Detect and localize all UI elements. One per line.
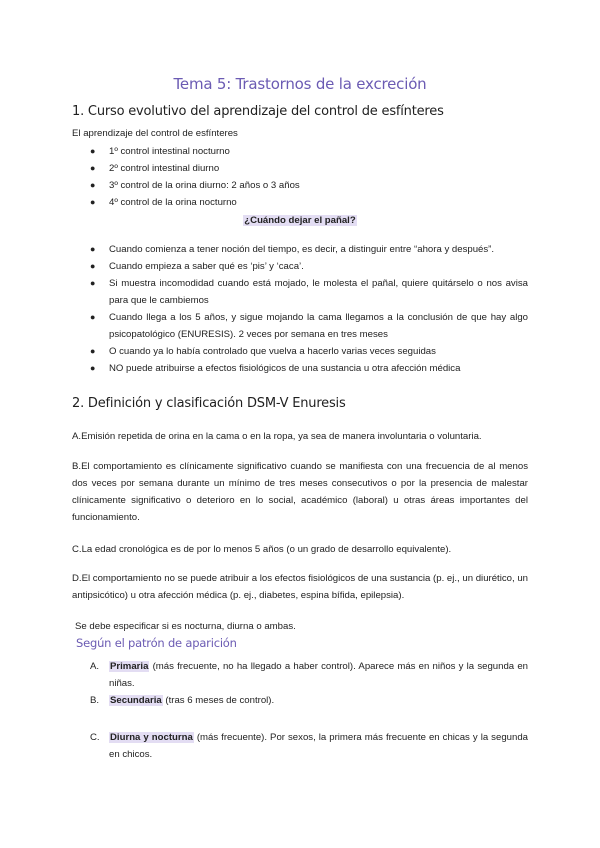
bullet-icon: ● bbox=[90, 278, 96, 288]
type-term: Primaria bbox=[110, 661, 149, 672]
pattern-subheading: Según el patrón de aparición bbox=[76, 636, 237, 650]
list-item bbox=[90, 692, 528, 709]
control-order-list bbox=[90, 143, 528, 211]
bullet-icon: ● bbox=[90, 261, 96, 271]
question-heading bbox=[0, 213, 600, 229]
section-1-heading: 1. Curso evolutivo del aprendizaje del control de esfínteres bbox=[72, 104, 444, 119]
list-item: ● 1º control intestinal nocturno bbox=[90, 143, 528, 160]
bullet-icon: ● bbox=[90, 363, 96, 373]
list-item: ● Si muestra incomodidad cuando está mojado, le molesta el pañal, quiere quitárselo o nos avisa para que le cambiemos bbox=[90, 275, 528, 309]
list-item: ● O cuando ya lo había controlado que vuelva a hacerlo varias veces seguidas bbox=[90, 343, 528, 360]
list-item: ● 2º control intestinal diurno bbox=[90, 160, 528, 177]
list-item: ● NO puede atribuirse a efectos fisiológicos de una sustancia u otra afección médica bbox=[90, 360, 528, 377]
question-highlight: ¿Cuándo dejar el pañal? bbox=[244, 215, 356, 226]
list-item: ● Cuando comienza a tener noción del tiempo, es decir, a distinguir entre “ahora y después”. bbox=[90, 241, 528, 258]
criterion-c: C.La edad cronológica es de por lo menos 5 años (o un grado de desarrollo equivalente). bbox=[72, 544, 452, 555]
type-term: Secundaria bbox=[110, 695, 162, 706]
bullet-icon: ● bbox=[90, 312, 96, 322]
list-item: ● Cuando empieza a saber qué es ‘pis’ y ‘caca’. bbox=[90, 258, 528, 275]
bullet-icon: ● bbox=[90, 163, 96, 173]
type-desc: (más frecuente). Por sexos, la primera más frecuente en chicas y la segunda en chicos. bbox=[109, 732, 528, 760]
list-item bbox=[90, 729, 528, 763]
section-1-intro: El aprendizaje del control de esfínteres bbox=[72, 128, 238, 139]
bullet-icon: ● bbox=[90, 346, 96, 356]
list-marker: A. bbox=[90, 661, 100, 672]
list-item: ● 3º control de la orina diurno: 2 años o 3 años bbox=[90, 177, 528, 194]
criterion-a: A.Emisión repetida de orina en la cama o en la ropa, ya sea de manera involuntaria o voluntaria. bbox=[72, 431, 482, 442]
list-marker: C. bbox=[90, 732, 100, 743]
bullet-icon: ● bbox=[90, 146, 96, 156]
bullet-icon: ● bbox=[90, 244, 96, 254]
type-desc: (más frecuente, no ha llegado a haber control). Aparece más en niños y la segunda en niñas. bbox=[109, 661, 528, 689]
bullet-icon: ● bbox=[90, 197, 96, 207]
page-title: Tema 5: Trastornos de la excreción bbox=[173, 75, 427, 93]
type-desc: (tras 6 meses de control). bbox=[162, 695, 275, 706]
specify-note: Se debe especificar si es nocturna, diurna o ambas. bbox=[75, 621, 296, 632]
list-marker: B. bbox=[90, 695, 100, 706]
list-item bbox=[90, 658, 528, 692]
list-item: ● 4º control de la orina nocturno bbox=[90, 194, 528, 211]
list-item: ● Cuando llega a los 5 años, y sigue mojando la cama llegamos a la conclusión de que hay algo psicopatológico (ENURESIS). 2 veces por semana en tres meses bbox=[90, 309, 528, 343]
diaper-criteria-list bbox=[90, 241, 528, 377]
bullet-icon: ● bbox=[90, 180, 96, 190]
pattern-types-list bbox=[90, 658, 528, 763]
criterion-b: B.El comportamiento es clínicamente significativo cuando se manifiesta con una frecuencia de al menos dos veces por semana durante un mínimo de tres meses consecutivos o por la presencia de malestar clínicamente significativo o deterioro en lo social, académico (laboral) u otras áreas importantes del funcionamiento. bbox=[72, 461, 528, 523]
section-2-heading: 2. Definición y clasificación DSM-V Enuresis bbox=[72, 396, 346, 411]
criterion-d: D.El comportamiento no se puede atribuir a los efectos fisiológicos de una sustancia (p. ej., un diurético, un antipsicótico) u otra afección médica (p. ej., diabetes, espina bífida, epilepsia). bbox=[72, 573, 528, 601]
type-term: Diurna y nocturna bbox=[110, 732, 193, 743]
